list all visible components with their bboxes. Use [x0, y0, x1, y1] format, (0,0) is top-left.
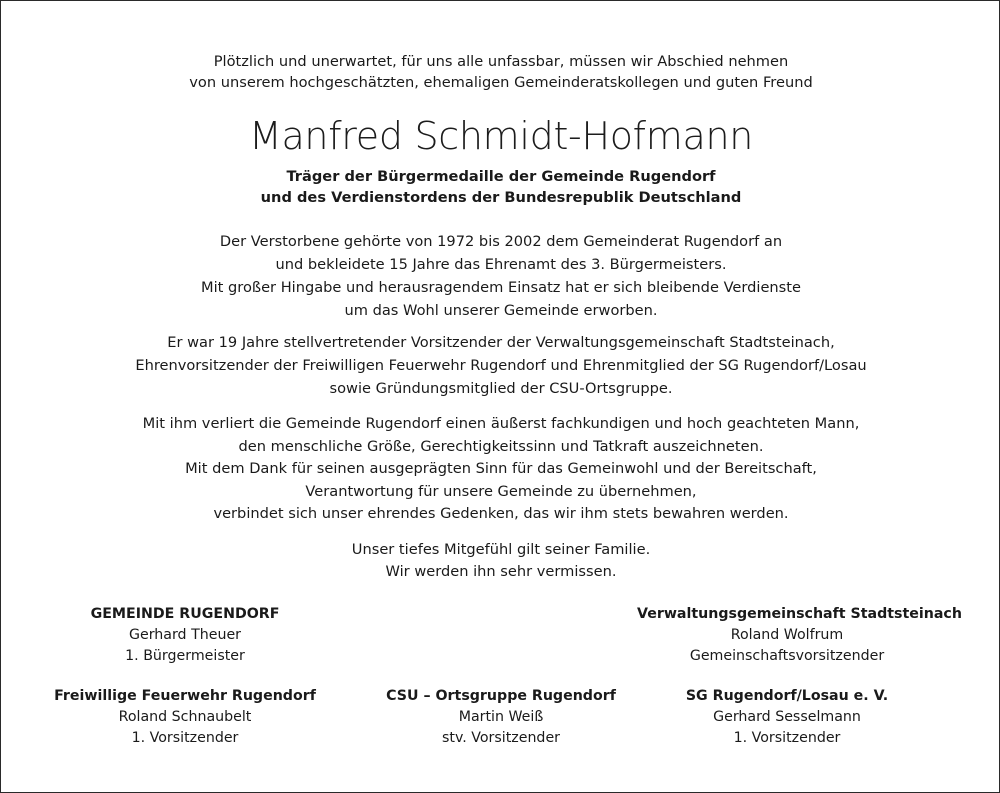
- signature-person: Gerhard Theuer: [128, 627, 242, 643]
- closing-line: Unser tiefes Mitgefühl gilt seiner Familie.: [351, 541, 651, 558]
- signature-feuerwehr: [35, 686, 335, 749]
- intro-text: [1, 51, 1000, 93]
- paragraph-line: Ehrenvorsitzender der Freiwilligen Feuerwehr Rugendorf und Ehrenmitglied der SG Rugendorf/Losau: [135, 357, 867, 374]
- closing-line: Wir werden ihn sehr vermissen.: [385, 563, 617, 580]
- signature-person: Martin Weiß: [458, 709, 544, 725]
- honors-line: Träger der Bürgermedaille der Gemeinde Rugendorf: [286, 168, 716, 185]
- signature-role: Gemeinschaftsvorsitzender: [689, 648, 885, 664]
- signature-person: Roland Schnaubelt: [118, 709, 252, 725]
- signature-csu: [351, 686, 651, 749]
- signature-org: CSU – Ortsgruppe Rugendorf: [386, 688, 616, 704]
- paragraph-line: Mit dem Dank für seinen ausgeprägten Sinn für das Gemeinwohl und der Bereitschaft,: [185, 460, 817, 478]
- signature-org: GEMEINDE RUGENDORF: [90, 606, 280, 622]
- signature-person: Gerhard Sesselmann: [713, 709, 861, 725]
- signature-verwaltungsgemeinschaft: [637, 604, 962, 667]
- paragraph-roles: [1, 331, 1000, 400]
- paragraph-career: [1, 230, 1000, 322]
- deceased-name: Manfred Schmidt-Hofmann: [248, 114, 754, 158]
- paragraph-tribute: [1, 413, 1000, 526]
- signature-person: Roland Wolfrum: [730, 627, 844, 643]
- honors-line: und des Verdienstordens der Bundesrepublik Deutschland: [260, 189, 742, 206]
- honors: [1, 166, 1000, 208]
- signature-org: SG Rugendorf/Losau e. V.: [685, 688, 889, 704]
- signature-gemeinde: [35, 604, 335, 667]
- paragraph-line: Mit ihm verliert die Gemeinde Rugendorf einen äußerst fachkundigen und hoch geachteten Mann,: [142, 415, 860, 432]
- paragraph-line: Der Verstorbene gehörte von 1972 bis 2002 dem Gemeinderat Rugendorf an: [219, 233, 783, 250]
- intro-line: von unserem hochgeschätzten, ehemaligen Gemeinderatskollegen und guten Freund: [189, 74, 813, 91]
- paragraph-line: um das Wohl unserer Gemeinde erworben.: [344, 302, 658, 319]
- paragraph-line: Mit großer Hingabe und herausragendem Einsatz hat er sich bleibende Verdienste: [201, 279, 801, 296]
- paragraph-line: den menschliche Größe, Gerechtigkeitssinn und Tatkraft auszeichneten.: [238, 437, 764, 455]
- paragraph-line: Er war 19 Jahre stellvertretender Vorsitzender der Verwaltungsgemeinschaft Stadtsteinach,: [167, 334, 835, 351]
- signature-sg: [637, 686, 937, 749]
- signature-org: Freiwillige Feuerwehr Rugendorf: [54, 688, 316, 704]
- closing-text: [1, 539, 1000, 583]
- signature-org: Verwaltungsgemeinschaft Stadtsteinach: [637, 606, 962, 622]
- paragraph-line: Verantwortung für unsere Gemeinde zu übernehmen,: [305, 482, 697, 500]
- signature-role: 1. Bürgermeister: [125, 648, 245, 664]
- paragraph-line: sowie Gründungsmitglied der CSU-Ortsgruppe.: [329, 380, 673, 397]
- signature-role: 1. Vorsitzender: [733, 730, 841, 746]
- signature-role: 1. Vorsitzender: [131, 730, 239, 746]
- paragraph-line: und bekleidete 15 Jahre das Ehrenamt des 3. Bürgermeisters.: [275, 256, 727, 273]
- signature-role: stv. Vorsitzender: [441, 730, 560, 746]
- intro-line: Plötzlich und unerwartet, für uns alle unfassbar, müssen wir Abschied nehmen: [213, 53, 789, 70]
- paragraph-line: verbindet sich unser ehrendes Gedenken, das wir ihm stets bewahren werden.: [213, 505, 789, 523]
